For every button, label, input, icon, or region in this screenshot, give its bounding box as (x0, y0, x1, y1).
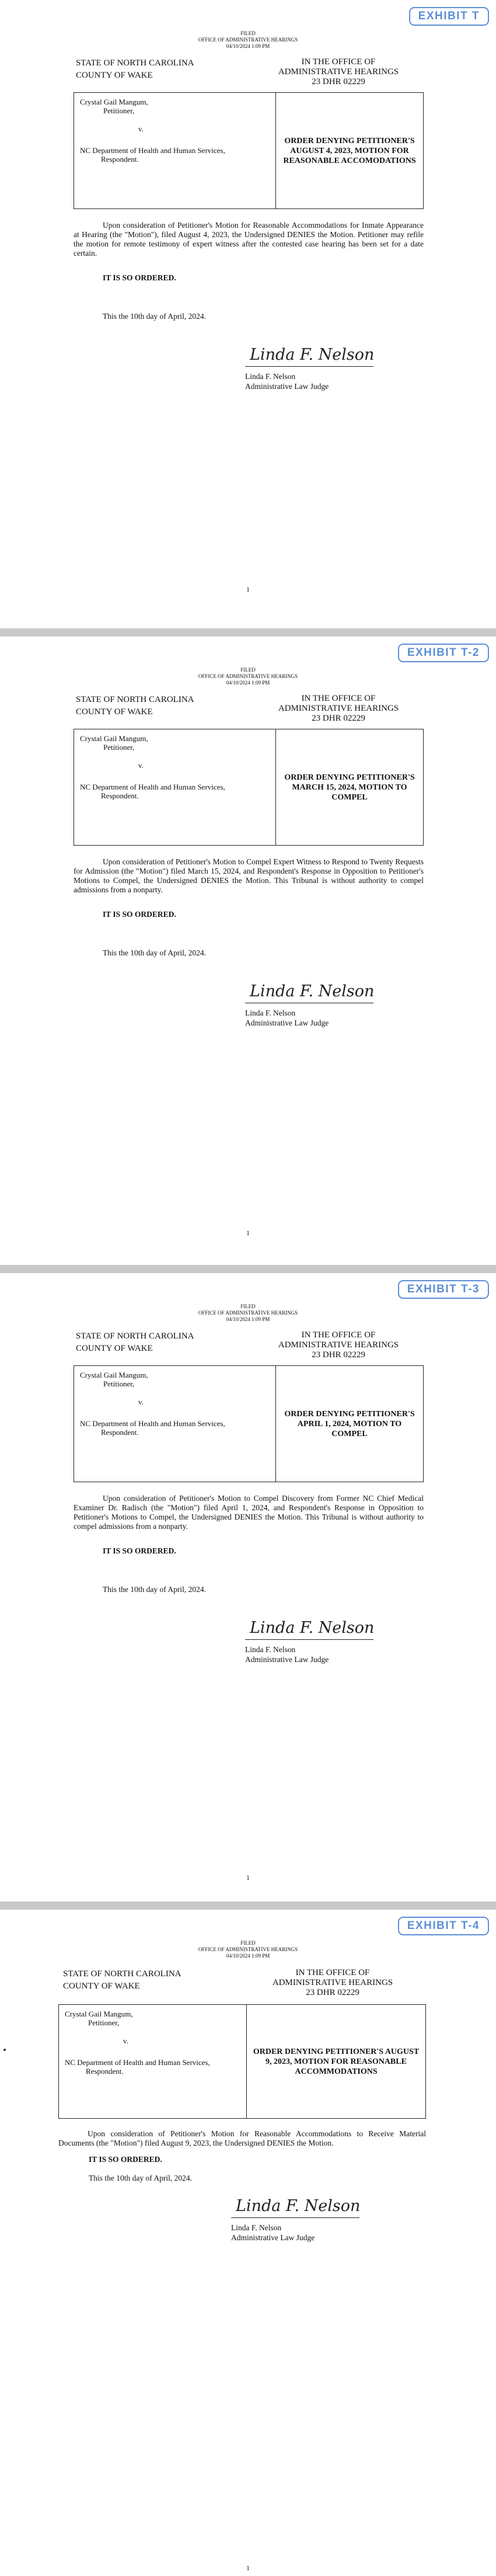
signature-script: Linda F. Nelson (250, 346, 375, 364)
order-body: Upon consideration of Petitioner's Motion for Reasonable Accommodations for Inmate Appearance at Hearing (the "Motion"), filed August 4, 2023, the Undersigned DENIES the Motion. Petitioner may refile the motion for remote testimony of expert witness after the contested case hearing has been set for a date certain. (74, 221, 424, 258)
stamp-office: OFFICE OF ADMINISTRATIVE HEARINGS (198, 1310, 298, 1316)
order-page-3 (0, 1273, 496, 1901)
case-number: 23 DHR 02229 (306, 1988, 359, 1997)
petitioner-role: Petitioner, (103, 743, 135, 752)
case-caption-box (74, 92, 424, 209)
filed-stamp (0, 667, 496, 686)
signature-script: Linda F. Nelson (236, 2197, 361, 2215)
filed-stamp (0, 30, 496, 50)
respondent-name: NC Department of Health and Human Services, (80, 146, 225, 155)
page-separator (0, 1901, 496, 1910)
versus-label: v. (123, 2036, 128, 2045)
order-page-4 (0, 1910, 496, 2576)
judge-signature (231, 2195, 371, 2220)
versus-label: v. (138, 761, 144, 770)
county-label: COUNTY OF WAKE (76, 1344, 153, 1353)
judge-block (245, 371, 329, 391)
judge-signature (245, 1616, 385, 1642)
signature-line (245, 366, 373, 367)
so-ordered: IT IS SO ORDERED. (103, 1546, 176, 1555)
order-title: ORDER DENYING PETITIONER'S MARCH 15, 2024, MOTION TO COMPEL (284, 773, 415, 802)
order-page-2 (0, 637, 496, 1265)
case-caption-box (58, 2004, 426, 2119)
respondent-role: Respondent. (101, 155, 139, 164)
office-header (251, 57, 426, 87)
petitioner-role: Petitioner, (103, 1379, 135, 1388)
judge-title: Administrative Law Judge (245, 1018, 329, 1027)
petitioner-role: Petitioner, (103, 106, 135, 115)
parties-cell (74, 729, 276, 845)
stamp-time: 04/10/2024 1:09 PM (226, 1953, 270, 1959)
petitioner-name: Crystal Gail Mangum, (80, 98, 148, 106)
order-body: Upon consideration of Petitioner's Motion for Reasonable Accommodations to Receive Material Documents (the "Motion") filed August 9, 2023, the Undersigned DENIES the Motion. (58, 2129, 426, 2147)
office-line-1: IN THE OFFICE OF (301, 1330, 376, 1340)
order-title: ORDER DENYING PETITIONER'S AUGUST 9, 2023, MOTION FOR REASONABLE ACCOMMODATIONS (253, 2047, 420, 2076)
case-number: 23 DHR 02229 (312, 714, 365, 723)
office-line-2: ADMINISTRATIVE HEARINGS (278, 67, 399, 77)
state-label: STATE OF NORTH CAROLINA (76, 58, 194, 68)
judge-name: Linda F. Nelson (231, 2223, 282, 2232)
page-number: 1 (246, 1229, 250, 1237)
judge-title: Administrative Law Judge (231, 2233, 315, 2242)
office-line-1: IN THE OFFICE OF (301, 57, 376, 67)
filed-stamp (0, 1940, 496, 1959)
stamp-time: 04/10/2024 1:09 PM (226, 1316, 270, 1322)
parties-cell (74, 93, 276, 208)
exhibit-label: EXHIBIT T-4 (398, 1917, 489, 1935)
stamp-office: OFFICE OF ADMINISTRATIVE HEARINGS (198, 37, 298, 43)
order-body: Upon consideration of Petitioner's Motion to Compel Expert Witness to Respond to Twenty Requests for Admission (the "Motion") filed March 15, 2024, and Respondent's Response in Opposition to Petitioner's Motions to Compel, the Undersigned DENIES the Motion. This Tribunal is without authority to compel admissions from a nonparty. (74, 857, 424, 894)
respondent-name: NC Department of Health and Human Services, (80, 783, 225, 791)
parties-cell (74, 1366, 276, 1482)
office-header (251, 1330, 426, 1360)
case-number: 23 DHR 02229 (312, 77, 365, 86)
state-label: STATE OF NORTH CAROLINA (63, 1969, 181, 1979)
office-header (245, 1968, 420, 1998)
petitioner-name: Crystal Gail Mangum, (80, 1371, 148, 1379)
stamp-time: 04/10/2024 1:09 PM (226, 43, 270, 49)
petitioner-name: Crystal Gail Mangum, (65, 2010, 133, 2018)
signature-line (231, 2217, 359, 2218)
office-line-2: ADMINISTRATIVE HEARINGS (272, 1978, 393, 1987)
jurisdiction-header (76, 57, 194, 82)
page-number: 1 (246, 585, 250, 593)
judge-name: Linda F. Nelson (245, 372, 296, 381)
order-body: Upon consideration of Petitioner's Motion to Compel Discovery from Former NC Chief Medical Examiner Dr. Radisch (the "Motion") filed April 1, 2024, and Respondent's Response in Opposition to Petitioner's Motions to Compel, the Undersigned DENIES the Motion. This Tribunal is without authority to compel admissions from a nonparty. (74, 1494, 424, 1531)
office-line-1: IN THE OFFICE OF (301, 694, 376, 703)
judge-block (245, 1645, 329, 1664)
judge-name: Linda F. Nelson (245, 1009, 296, 1017)
respondent-role: Respondent. (101, 791, 139, 800)
order-page-1 (0, 0, 496, 628)
margin-dot (4, 2049, 6, 2051)
judge-signature (245, 343, 385, 369)
case-caption-box (74, 729, 424, 846)
judge-signature (245, 980, 385, 1006)
respondent-name: NC Department of Health and Human Services, (65, 2058, 210, 2067)
case-caption-box (74, 1365, 424, 1482)
versus-label: v. (138, 124, 144, 133)
stamp-filed: FILED (240, 1940, 256, 1946)
county-label: COUNTY OF WAKE (63, 1981, 140, 1991)
office-line-2: ADMINISTRATIVE HEARINGS (278, 704, 399, 713)
state-label: STATE OF NORTH CAROLINA (76, 1332, 194, 1341)
order-title: ORDER DENYING PETITIONER'S APRIL 1, 2024, MOTION TO COMPEL (284, 1409, 415, 1438)
judge-title: Administrative Law Judge (245, 382, 329, 391)
signature-script: Linda F. Nelson (250, 1619, 375, 1637)
judge-name: Linda F. Nelson (245, 1645, 296, 1654)
stamp-time: 04/10/2024 1:09 PM (226, 680, 270, 686)
versus-label: v. (138, 1397, 144, 1406)
so-ordered: IT IS SO ORDERED. (103, 910, 176, 919)
jurisdiction-header (76, 694, 194, 718)
order-title: ORDER DENYING PETITIONER'S AUGUST 4, 2023, MOTION FOR REASONABLE ACCOMODATIONS (283, 136, 416, 165)
respondent-role: Respondent. (86, 2067, 124, 2076)
case-number: 23 DHR 02229 (312, 1350, 365, 1360)
date-line: This the 10th day of April, 2024. (103, 1585, 206, 1594)
date-line: This the 10th day of April, 2024. (89, 2174, 192, 2182)
respondent-role: Respondent. (101, 1428, 139, 1437)
so-ordered: IT IS SO ORDERED. (89, 2155, 162, 2164)
exhibit-label: EXHIBIT T-2 (398, 644, 489, 662)
signature-line (245, 1639, 373, 1640)
office-line-1: IN THE OFFICE OF (295, 1968, 370, 1977)
office-header (251, 694, 426, 724)
stamp-filed: FILED (240, 30, 256, 36)
judge-block (231, 2223, 315, 2243)
state-label: STATE OF NORTH CAROLINA (76, 695, 194, 704)
so-ordered: IT IS SO ORDERED. (103, 273, 176, 282)
jurisdiction-header (76, 1330, 194, 1355)
stamp-filed: FILED (240, 667, 256, 673)
office-line-2: ADMINISTRATIVE HEARINGS (278, 1340, 399, 1350)
stamp-office: OFFICE OF ADMINISTRATIVE HEARINGS (198, 673, 298, 679)
petitioner-role: Petitioner, (88, 2018, 120, 2027)
date-line: This the 10th day of April, 2024. (103, 312, 206, 321)
stamp-office: OFFICE OF ADMINISTRATIVE HEARINGS (198, 1946, 298, 1952)
page-separator (0, 1265, 496, 1273)
filed-stamp (0, 1303, 496, 1323)
date-line: This the 10th day of April, 2024. (103, 948, 206, 957)
judge-block (245, 1008, 329, 1028)
judge-title: Administrative Law Judge (245, 1655, 329, 1664)
page-number: 1 (246, 1873, 250, 1882)
page-number: 1 (246, 2564, 250, 2572)
jurisdiction-header (63, 1968, 181, 1993)
signature-script: Linda F. Nelson (250, 982, 375, 1000)
exhibit-label: EXHIBIT T (409, 7, 489, 26)
exhibit-label: EXHIBIT T-3 (398, 1280, 489, 1299)
county-label: COUNTY OF WAKE (76, 71, 153, 80)
page-separator (0, 628, 496, 637)
parties-cell (59, 2005, 247, 2118)
county-label: COUNTY OF WAKE (76, 707, 153, 717)
stamp-filed: FILED (240, 1303, 256, 1309)
petitioner-name: Crystal Gail Mangum, (80, 734, 148, 743)
respondent-name: NC Department of Health and Human Services, (80, 1419, 225, 1428)
